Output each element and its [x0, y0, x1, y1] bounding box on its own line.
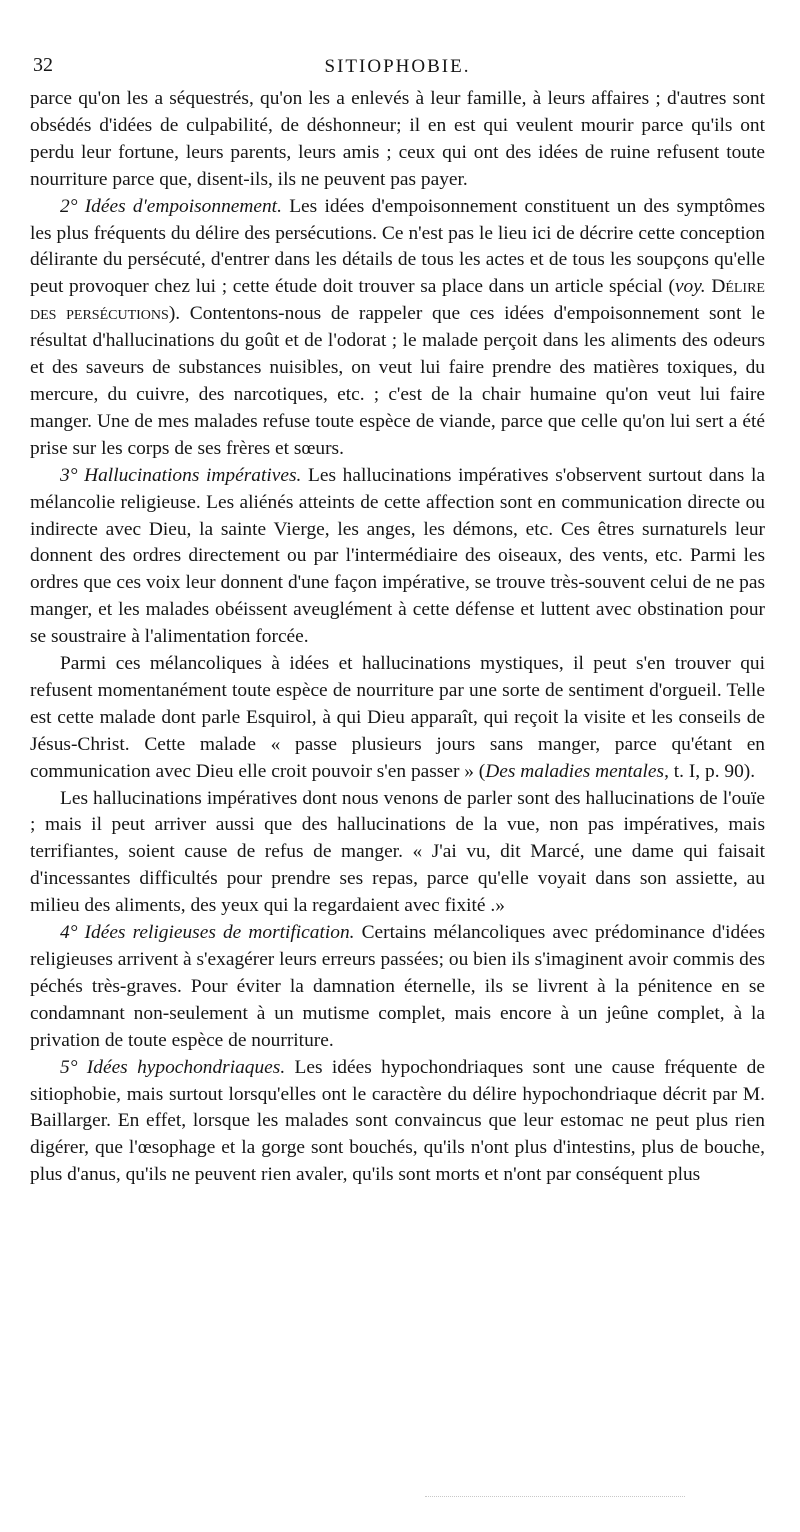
book-page — [30, 0, 765, 1189]
cross-reference: Délire des persécutions — [30, 276, 765, 325]
section-heading-3: 3° Hallucinations impératives. — [60, 464, 302, 486]
page-header — [30, 0, 765, 86]
paragraph-7-text: Les idées hypochondriaques sont une cause fréquente de sitiophobie, mais surtout lorsqu'elles ont le caractère du délire hypochondriaque décrit par M. Baillarger. En effet, lorsque les malades sont convaincus que leur estomac ne peut plus rien digérer, que l'œsophage et la gorge sont bouchés, qu'ils n'ont plus d'intestins, plus de bouche, plus d'anus, qu'ils ne peuvent rien avaler, qu'ils sont morts et n'ont par conséquent plus — [30, 1056, 765, 1186]
reference-tail: , t. I, p. 90). — [664, 760, 756, 782]
page-number: 32 — [33, 54, 53, 76]
paragraph-4 — [30, 651, 765, 786]
paragraph-1: parce qu'on les a séquestrés, qu'on les a enlevés à leur famille, à leurs affaires ; d'autres sont obsédés d'idées de culpabilité, de déshonneur; il en est qui veulent mourir parce qu'ils ont perdu leur fortune, leurs parents, leurs amis ; ceux qui ont des idées de ruine refusent toute nourriture parce que, disent-ils, ils ne peuvent pas payer. — [30, 88, 765, 190]
section-heading-5: 5° Idées hypochondriaques. — [60, 1056, 286, 1078]
running-title: SITIOPHOBIE. — [324, 56, 471, 77]
paragraph-5: Les hallucinations impératives dont nous venons de parler sont des hallucinations de l'ouïe ; mais il peut arriver aussi que des hallucinations de la vue, non pas impératives, mais terrifiantes, soient cause de refus de manger. « J'ai vu, dit Marcé, une dame qui faisait d'incessantes difficultés pour prendre ses repas, parce qu'elle voyait dans son assiette, au milieu des aliments, des yeux qui la regardaient avec fixité .» — [30, 787, 765, 917]
section-heading-2: 2° Idées d'empoisonnement. — [60, 195, 282, 217]
paragraph-6 — [30, 920, 765, 1055]
paragraph-3 — [30, 463, 765, 651]
paragraph-2 — [30, 194, 765, 463]
reference-title: Des maladies mentales — [485, 760, 665, 782]
body-text — [30, 86, 765, 1189]
voy-abbreviation: voy. — [674, 276, 706, 298]
paragraph-4-text: Parmi ces mélancoliques à idées et hallucinations mystiques, il peut s'en trouver qui refusent momentanément toute espèce de nourriture par une sorte de sentiment d'orgueil. Telle est cette malade dont parle Esquirol, à qui Dieu apparaît, qui reçoit la visite et les conseils de Jésus-Christ. Cette malade « passe plusieurs jours sans manger, parce qu'étant en communication avec Dieu elle croit pouvoir s'en passer » ( — [30, 653, 765, 782]
paragraph-2-text-b: ). Contentons-nous de rappeler que ces idées d'empoisonnement sont le résultat d'hallucinations du goût et de l'odorat ; le malade perçoit dans les aliments des odeurs et des saveurs de substances nuisibles, on veut lui faire prendre des matières toxiques, du mercure, du cuivre, des narcotiques, etc. ; c'est de la chair humaine qu'on veut lui faire manger. Une de mes malades refuse toute espèce de viande, parce que celle qu'on lui sert a été prise sur les corps de ses frères et sœurs. — [30, 303, 765, 459]
bleed-through-line — [425, 1496, 685, 1497]
paragraph-2-text-a: Les idées d'empoisonnement constituent un des symptômes les plus fréquents du délire des persécutions. Ce n'est pas le lieu ici de décrire cette conception délirante du persécuté, d'entrer dans les détails de tous les actes et de tous les soupçons qu'elle peut provoquer chez lui ; cette étude doit trouver sa place dans un article spécial ( — [30, 195, 765, 298]
paragraph-6-text: Certains mélancoliques avec prédominance d'idées religieuses arrivent à s'exagérer leurs erreurs passées; ou bien ils s'imaginent avoir commis des péchés très-graves. Pour éviter la damnation éternelle, ils se livrent à la pénitence en se condamnant non-seulement à un mutisme complet, mais encore à un jeûne complet, à la privation de toute espèce de nourriture. — [30, 922, 766, 1051]
paragraph-3-text: Les hallucinations impératives s'observent surtout dans la mélancolie religieuse. Les aliénés atteints de cette affection sont en communication directe ou indirecte avec Dieu, la sainte Vierge, les anges, les démons, etc. Ces êtres surnaturels leur donnent des ordres directement ou par l'intermédiaire des oiseaux, des vents, etc. Parmi les ordres que ces voix leur donnent d'une façon impérative, se trouve très-souvent celui de ne pas manger, et les malades obéissent aveuglément à cette défense et luttent avec obstination pour se soustraire à l'alimentation forcée. — [30, 464, 765, 648]
paragraph-7 — [30, 1055, 765, 1190]
section-heading-4: 4° Idées religieuses de mortification. — [60, 922, 355, 944]
